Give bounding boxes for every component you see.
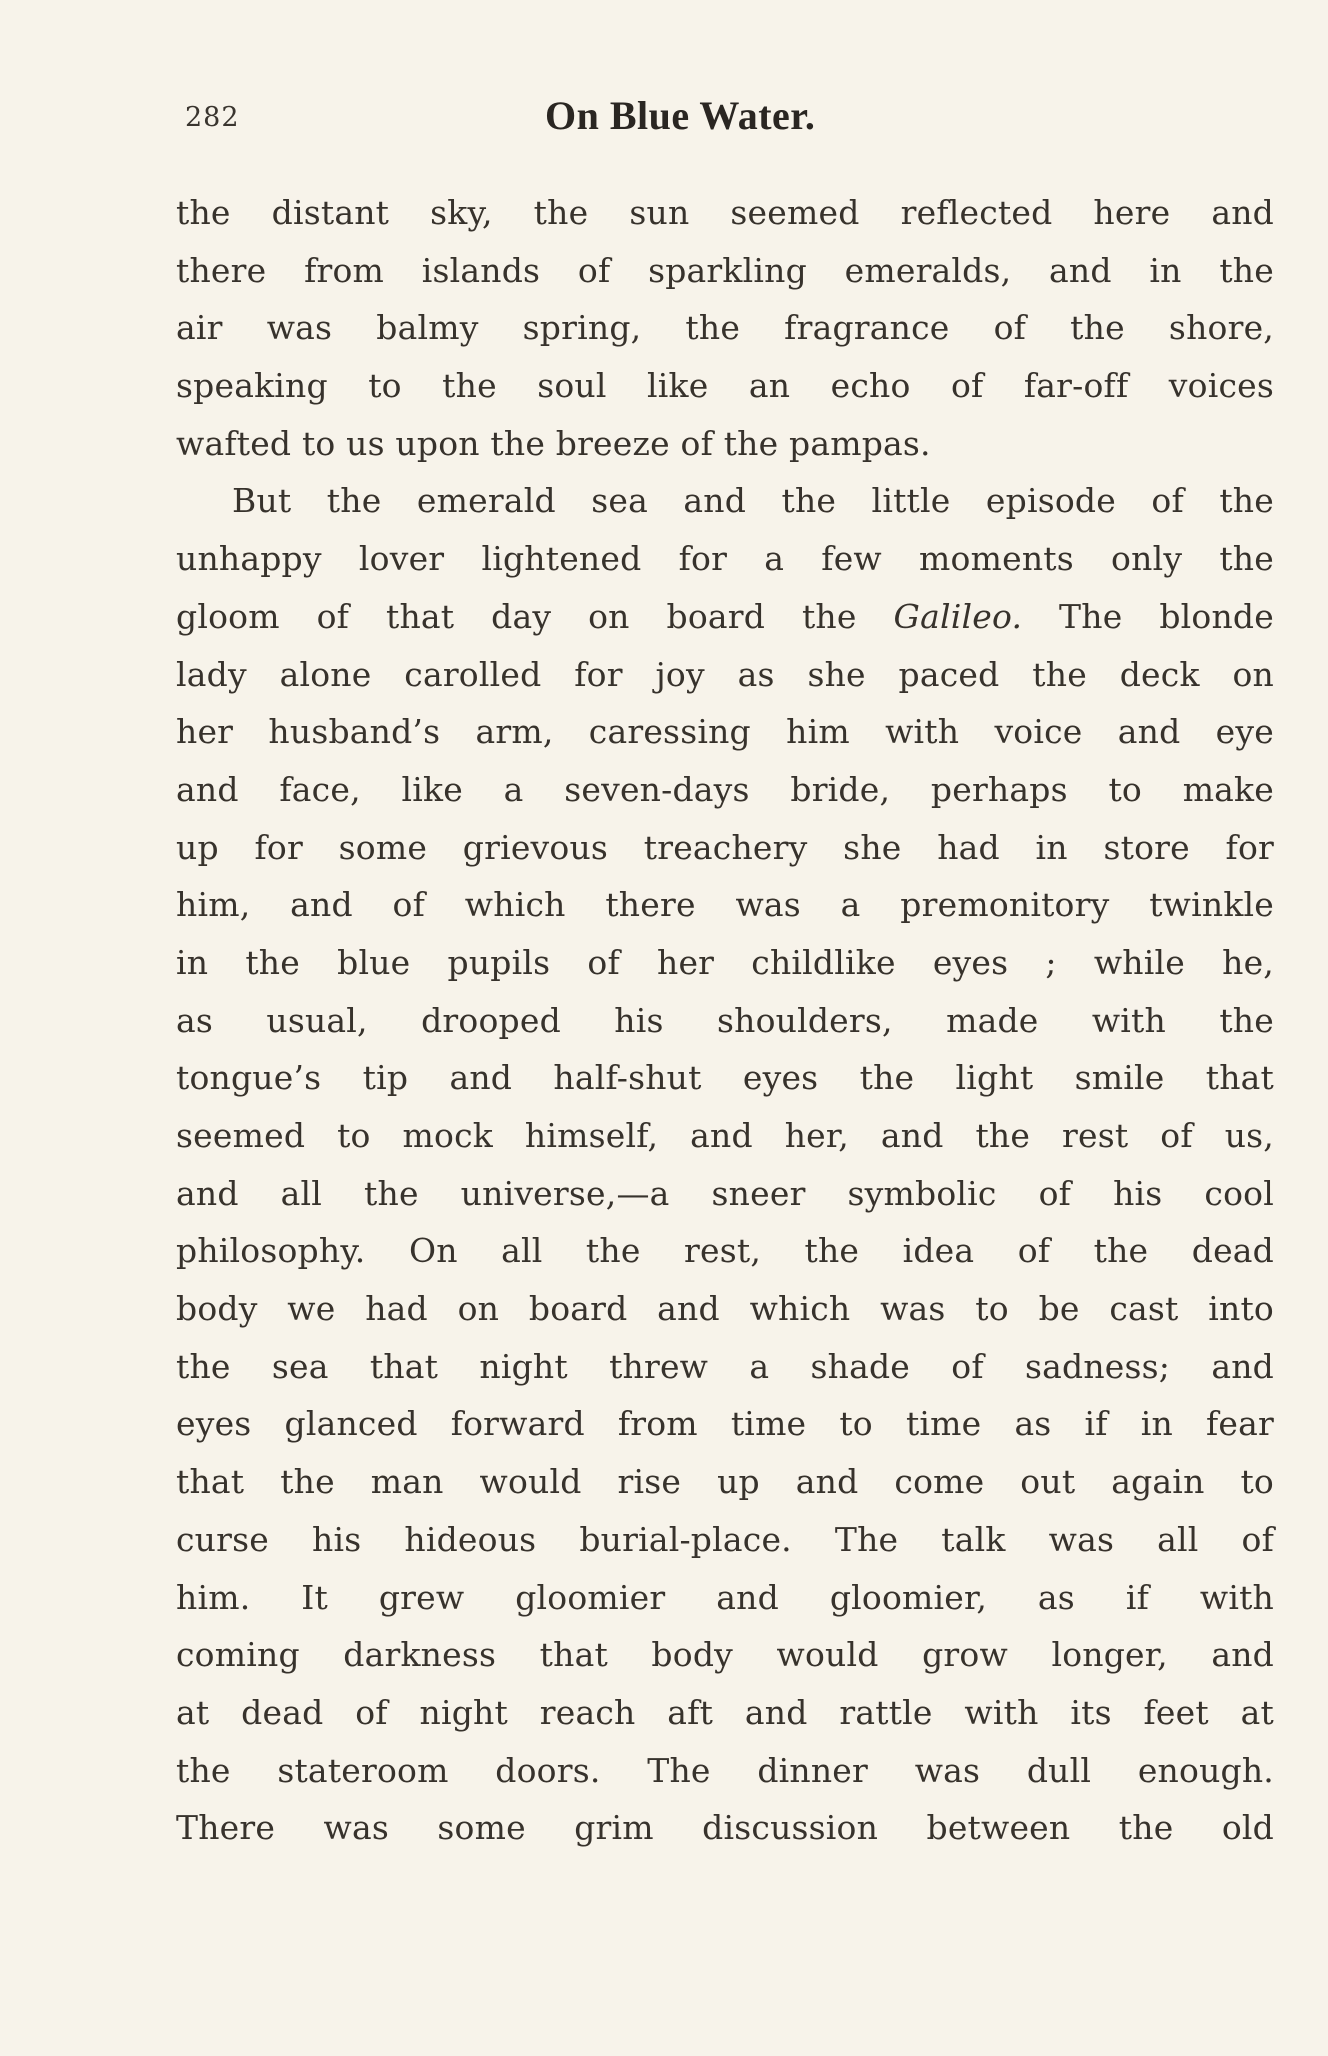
text-line: up for some grievous treachery she had in store for — [176, 827, 1274, 867]
text-line: lady alone carolled for joy as she paced the deck on — [176, 654, 1274, 694]
text-line: air was balmy spring, the fragrance of the shore, — [176, 308, 1274, 348]
ship-name-italic: Galileo. — [893, 596, 1023, 636]
text-line: at dead of night reach aft and rattle with its feet at — [176, 1692, 1274, 1732]
text-line: speaking to the soul like an echo of far-off voices — [176, 366, 1274, 406]
text-line: unhappy lover lightened for a few moments only the — [176, 539, 1274, 579]
text-line — [176, 588, 1274, 646]
text-line: But the emerald sea and the little episode of the — [232, 481, 1274, 521]
text-line: there from islands of sparkling emeralds, and in the — [176, 250, 1274, 290]
text-line: body we had on board and which was to be cast into — [176, 1289, 1274, 1329]
page-header — [0, 92, 1328, 152]
text-line: coming darkness that body would grow longer, and — [176, 1635, 1274, 1675]
text-line: philosophy. On all the rest, the idea of the dead — [176, 1231, 1274, 1271]
text-line: eyes glanced forward from time to time as if in fear — [176, 1404, 1274, 1444]
text-line: her husband’s arm, caressing him with voice and eye — [176, 712, 1274, 752]
text-line: wafted to us upon the breeze of the pampas. — [176, 423, 931, 463]
body-text — [176, 184, 1274, 1857]
text-line: as usual, drooped his shoulders, made with the — [176, 1000, 1274, 1040]
text-line: the sea that night threw a shade of sadness; and — [176, 1346, 1274, 1386]
text-segment: The blonde — [1022, 596, 1274, 636]
text-segment: gloom of that day on board the — [176, 596, 894, 636]
text-line: that the man would rise up and come out again to — [176, 1462, 1274, 1502]
text-line: the stateroom doors. The dinner was dull enough. — [176, 1750, 1274, 1790]
text-line: tongue’s tip and half-shut eyes the light smile that — [176, 1058, 1274, 1098]
page-number: 282 — [185, 102, 240, 133]
running-head: On Blue Water. — [545, 93, 816, 138]
text-line: and all the universe,—a sneer symbolic of his cool — [176, 1173, 1274, 1213]
text-line: the distant sky, the sun seemed reflected here and — [176, 193, 1274, 232]
text-line: him. It grew gloomier and gloomier, as if with — [176, 1577, 1274, 1617]
text-line: There was some grim discussion between the old — [176, 1808, 1274, 1848]
text-line: in the blue pupils of her childlike eyes ; while he, — [176, 942, 1274, 982]
text-line: him, and of which there was a premonitory twinkle — [176, 885, 1274, 925]
text-line: and face, like a seven-days bride, perhaps to make — [176, 769, 1274, 809]
text-line: seemed to mock himself, and her, and the rest of us, — [176, 1116, 1274, 1155]
text-line: curse his hideous burial-place. The talk was all of — [176, 1519, 1274, 1559]
